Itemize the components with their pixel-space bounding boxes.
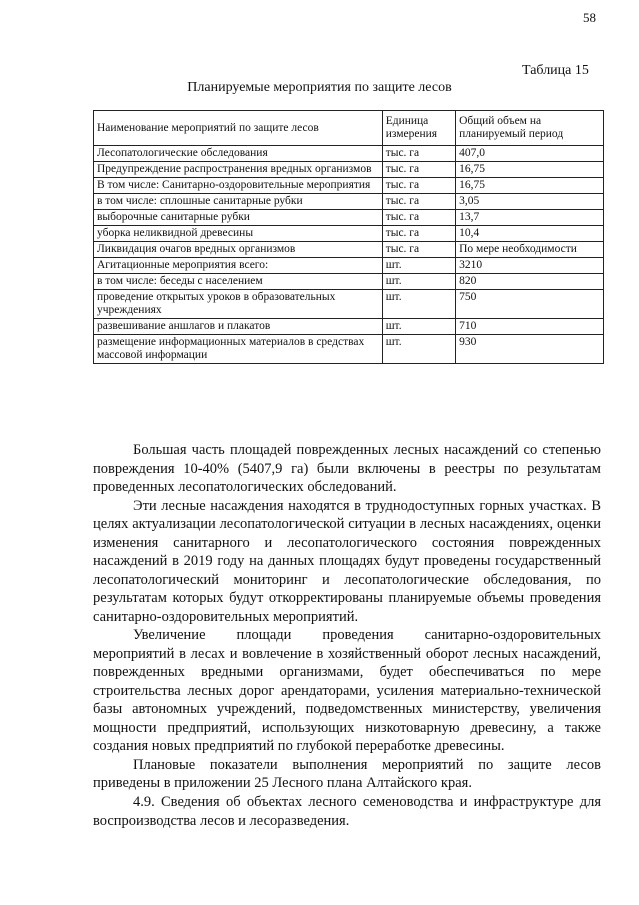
row-unit: шт. — [382, 319, 455, 335]
table-row — [94, 146, 604, 162]
row-value: 930 — [456, 335, 604, 364]
row-value: 750 — [456, 290, 604, 319]
row-value: 407,0 — [456, 146, 604, 162]
header-measure-name: Наименование мероприятий по защите лесов — [94, 111, 383, 146]
table-row — [94, 274, 604, 290]
row-unit: тыс. га — [382, 194, 455, 210]
header-unit: Единица измерения — [382, 111, 455, 146]
row-value: 16,75 — [456, 162, 604, 178]
row-value: 10,4 — [456, 226, 604, 242]
page-number: 58 — [583, 10, 596, 25]
row-name: развешивание аншлагов и плакатов — [94, 319, 383, 335]
table-row — [94, 226, 604, 242]
table-row — [94, 210, 604, 226]
row-value: 13,7 — [456, 210, 604, 226]
paragraph: Увеличение площади проведения санитарно-оздоровительных мероприятий в лесах и вовлечение в хозяйственный оборот лесных насаждений, поврежденных вредными организмами, будет обеспечиваться по мере строительства лесных дорог арендаторами, усиления материально-технической базы автономных учреждений, подведомственных министерству, увеличения мощности предприятий, использующих низкотоварную древесину, а также создания новых предприятий по глубокой переработке древесины. — [93, 627, 601, 754]
row-name: размещение информационных материалов в средствах массовой информации — [94, 335, 383, 364]
row-unit: тыс. га — [382, 226, 455, 242]
row-name: в том числе: беседы с населением — [94, 274, 383, 290]
table-label: Таблица 15 — [522, 63, 589, 78]
row-name: Агитационные мероприятия всего: — [94, 258, 383, 274]
row-name: уборка неликвидной древесины — [94, 226, 383, 242]
paragraph: Эти лесные насаждения находятся в труднодоступных горных участках. В целях актуализации лесопатологической ситуации в лесных насаждениях, оценки изменения санитарного и лесопатологического состояния поврежденных насаждений в 2019 году на данных площадях будут проведены государственный лесопатологический мониторинг и лесопатологические обследования, по результатам которых будут откорректированы планируемые объемы проведения санитарно-оздоровительных мероприятий. — [93, 497, 601, 625]
row-unit: тыс. га — [382, 178, 455, 194]
body-text — [93, 441, 601, 793]
row-value: По мере необходимости — [456, 242, 604, 258]
row-name: проведение открытых уроков в образовательных учреждениях — [94, 290, 383, 319]
header-total-volume: Общий объем на планируемый период — [456, 111, 604, 146]
row-name: В том числе: Санитарно-оздоровительные мероприятия — [94, 178, 383, 194]
row-name: Лесопатологические обследования — [94, 146, 383, 162]
table-row — [94, 290, 604, 319]
row-value: 16,75 — [456, 178, 604, 194]
row-value: 820 — [456, 274, 604, 290]
table-row — [94, 194, 604, 210]
table-row — [94, 162, 604, 178]
row-unit: шт. — [382, 274, 455, 290]
section-heading: 4.9. Сведения об объектах лесного семеноводства и инфраструктуре для воспроизводства лесов и лесоразведения. — [93, 794, 601, 829]
table-row — [94, 258, 604, 274]
table-row — [94, 178, 604, 194]
table-header-row — [94, 111, 604, 146]
row-name: выборочные санитарные рубки — [94, 210, 383, 226]
row-name: Предупреждение распространения вредных организмов — [94, 162, 383, 178]
row-value: 710 — [456, 319, 604, 335]
row-unit: шт. — [382, 258, 455, 274]
row-name: Ликвидация очагов вредных организмов — [94, 242, 383, 258]
row-value: 3210 — [456, 258, 604, 274]
table-row — [94, 335, 604, 364]
row-value: 3,05 — [456, 194, 604, 210]
paragraph: Большая часть площадей поврежденных лесных насаждений со степенью повреждения 10-40% (5407,9 га) были включены в реестры по результатам проведенных лесопатологических обследований. — [93, 442, 601, 495]
table-title: Планируемые мероприятия по защите лесов — [187, 80, 452, 95]
row-name: в том числе: сплошные санитарные рубки — [94, 194, 383, 210]
row-unit: тыс. га — [382, 210, 455, 226]
table-row — [94, 242, 604, 258]
row-unit: тыс. га — [382, 162, 455, 178]
paragraph: Плановые показатели выполнения мероприятий по защите лесов приведены в приложении 25 Лесного плана Алтайского края. — [93, 756, 601, 791]
row-unit: тыс. га — [382, 242, 455, 258]
measures-table — [93, 110, 604, 364]
row-unit: шт. — [382, 290, 455, 319]
row-unit: тыс. га — [382, 146, 455, 162]
table-row — [94, 319, 604, 335]
row-unit: шт. — [382, 335, 455, 364]
